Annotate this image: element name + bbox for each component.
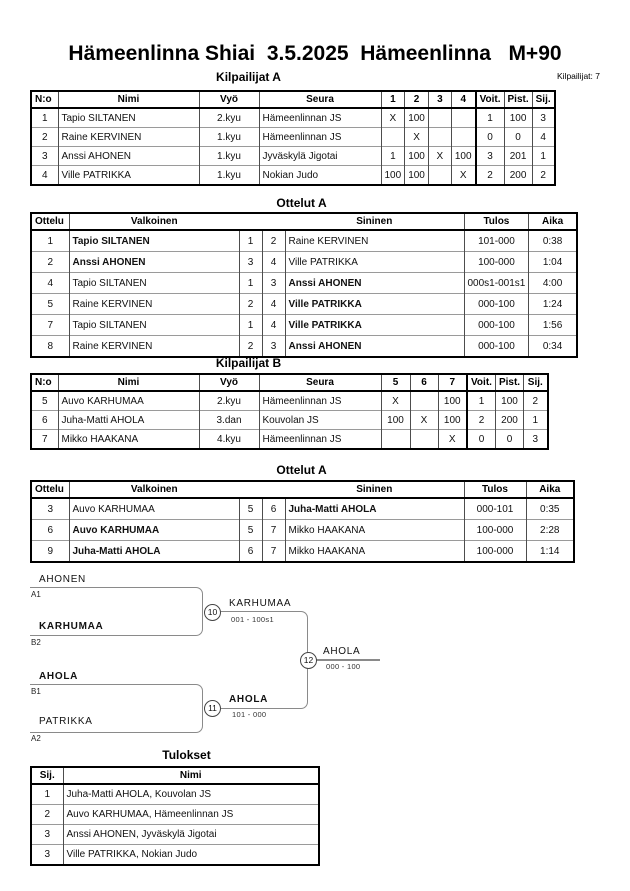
cell-blue-name: Ville PATRIKKA — [285, 315, 464, 336]
cell-aika: 1:04 — [529, 252, 577, 273]
col-header-spacer — [262, 213, 285, 230]
cell-blue-name: Mikko HAAKANA — [285, 520, 464, 541]
cell-voit: 2 — [476, 166, 504, 186]
cell-blue-name: Juha-Matti AHOLA — [285, 498, 464, 520]
cell-aika: 0:38 — [529, 230, 577, 252]
bracket-winner-line — [316, 659, 380, 661]
cell-blue-name: Ville PATRIKKA — [285, 252, 464, 273]
cell-nimi: Raine KERVINEN — [58, 128, 199, 147]
cell-seura: Hämeenlinnan JS — [259, 108, 381, 128]
bracket-slot-tag: A1 — [31, 590, 41, 599]
table-ottelut-b — [30, 480, 575, 563]
col-header-sij: Sij. — [532, 91, 555, 108]
cell-seura: Jyväskylä Jigotai — [259, 147, 381, 166]
cell-score-3: X — [428, 147, 451, 166]
cell-pist: 200 — [504, 166, 532, 186]
cell-score-2: 100 — [405, 166, 429, 186]
col-header-vyo: Vyö — [199, 91, 259, 108]
cell-match-no: 5 — [31, 294, 69, 315]
cell-sij: 1 — [532, 147, 555, 166]
col-header-nimi: Nimi — [58, 91, 199, 108]
cell-seura: Kouvolan JS — [259, 411, 381, 430]
cell-white-name: Juha-Matti AHOLA — [69, 541, 239, 563]
match-row — [31, 273, 577, 294]
cell-nimi: Anssi AHONEN — [58, 147, 199, 166]
cell-score-1: 100 — [381, 166, 405, 186]
cell-score-7: 100 — [438, 391, 467, 411]
bracket-slot-tag: B1 — [31, 687, 41, 696]
cell-voit: 0 — [476, 128, 504, 147]
match-winner-name: AHOLA — [323, 646, 361, 657]
match-number-circle: 11 — [204, 700, 221, 717]
cell-pist: 200 — [495, 411, 523, 430]
cell-sij: 2 — [31, 805, 63, 825]
cell-vyo: 2.kyu — [199, 108, 259, 128]
cell-blue-no: 4 — [262, 315, 285, 336]
cell-nimi: Juha-Matti AHOLA, Kouvolan JS — [63, 784, 319, 805]
table-header-row — [31, 213, 577, 230]
section-heading-ottelut-a: Ottelut A — [276, 196, 327, 210]
cell-vyo: 1.kyu — [199, 128, 259, 147]
cell-nimi: Ville PATRIKKA, Nokian Judo — [63, 845, 319, 866]
bracket-slot-name: KARHUMAA — [39, 621, 104, 632]
cell-blue-no: 3 — [262, 273, 285, 294]
bracket-connector-semi-1 — [30, 587, 203, 636]
table-kilpailijat-a — [30, 90, 556, 186]
result-row — [31, 845, 319, 866]
cell-blue-name: Anssi AHONEN — [285, 336, 464, 358]
match-row — [31, 230, 577, 252]
table-row — [31, 430, 548, 450]
cell-seura: Nokian Judo — [259, 166, 381, 186]
cell-no: 7 — [31, 430, 58, 450]
cell-tulos: 100-000 — [464, 541, 526, 563]
table-row — [31, 108, 555, 128]
cell-blue-name: Anssi AHONEN — [285, 273, 464, 294]
col-header-seura: Seura — [259, 374, 381, 391]
match-score: 101 - 000 — [232, 710, 267, 719]
cell-tulos: 100-000 — [464, 520, 526, 541]
bracket-slot-name: AHOLA — [39, 671, 79, 682]
cell-score-1 — [381, 128, 405, 147]
col-header-spacer — [239, 213, 262, 230]
col-header-spacer — [239, 481, 262, 498]
cell-match-no: 9 — [31, 541, 69, 563]
cell-blue-no: 7 — [262, 520, 285, 541]
match-number-circle: 12 — [300, 652, 317, 669]
bracket-slot-name: AHONEN — [39, 574, 86, 585]
match-score: 001 - 100s1 — [231, 615, 274, 624]
bracket-slot-tag: A2 — [31, 734, 41, 743]
cell-aika: 2:28 — [526, 520, 574, 541]
col-header-sij: Sij. — [524, 374, 548, 391]
cell-white-name: Tapio SILTANEN — [69, 273, 239, 294]
cell-score-2: 100 — [405, 108, 429, 128]
match-row — [31, 336, 577, 358]
col-header-valkoinen: Valkoinen — [69, 213, 239, 230]
result-row — [31, 805, 319, 825]
match-row — [31, 520, 574, 541]
table-ottelut-a — [30, 212, 578, 358]
cell-white-name: Auvo KARHUMAA — [69, 498, 239, 520]
section-heading-ottelut-b: Ottelut A — [276, 463, 327, 477]
cell-nimi: Mikko HAAKANA — [58, 430, 199, 450]
cell-blue-name: Raine KERVINEN — [285, 230, 464, 252]
col-header-no: N:o — [31, 91, 58, 108]
col-header-ottelu: Ottelu — [31, 213, 69, 230]
col-header-vyo: Vyö — [199, 374, 259, 391]
cell-white-no: 1 — [239, 315, 262, 336]
cell-white-name: Tapio SILTANEN — [69, 230, 239, 252]
col-header-pist: Pist. — [504, 91, 532, 108]
col-header-3: 3 — [428, 91, 451, 108]
cell-white-no: 5 — [239, 498, 262, 520]
cell-vyo: 1.kyu — [199, 147, 259, 166]
col-header-sininen: Sininen — [285, 213, 464, 230]
cell-white-name: Raine KERVINEN — [69, 336, 239, 358]
cell-voit: 1 — [476, 108, 504, 128]
cell-white-name: Raine KERVINEN — [69, 294, 239, 315]
cell-pist: 0 — [504, 128, 532, 147]
cell-white-name: Auvo KARHUMAA — [69, 520, 239, 541]
cell-no: 3 — [31, 147, 58, 166]
col-header-5: 5 — [381, 374, 410, 391]
cell-nimi: Auvo KARHUMAA, Hämeenlinnan JS — [63, 805, 319, 825]
col-header-sij: Sij. — [31, 767, 63, 784]
table-row — [31, 166, 555, 186]
cell-aika: 1:24 — [529, 294, 577, 315]
cell-no: 1 — [31, 108, 58, 128]
cell-match-no: 7 — [31, 315, 69, 336]
cell-tulos: 000s1-001s1 — [464, 273, 529, 294]
cell-nimi: Tapio SILTANEN — [58, 108, 199, 128]
col-header-seura: Seura — [259, 91, 381, 108]
cell-blue-no: 4 — [262, 252, 285, 273]
bracket-slot-name: PATRIKKA — [39, 716, 93, 727]
cell-score-4 — [451, 108, 475, 128]
cell-tulos: 000-100 — [464, 315, 529, 336]
match-row — [31, 315, 577, 336]
cell-score-3 — [428, 166, 451, 186]
match-score: 000 - 100 — [326, 662, 361, 671]
match-row — [31, 498, 574, 520]
section-heading-kilpailijat-b: Kilpailijat B — [215, 356, 282, 370]
table-row — [31, 147, 555, 166]
cell-tulos: 000-100 — [464, 336, 529, 358]
cell-tulos: 101-000 — [464, 230, 529, 252]
cell-no: 4 — [31, 166, 58, 186]
cell-score-7: 100 — [438, 411, 467, 430]
cell-score-2: 100 — [405, 147, 429, 166]
cell-voit: 3 — [476, 147, 504, 166]
cell-sij: 3 — [31, 825, 63, 845]
col-header-voit: Voit. — [476, 91, 504, 108]
competitors-count: Kilpailijat: 7 — [557, 71, 600, 81]
cell-pist: 100 — [495, 391, 523, 411]
cell-white-no: 2 — [239, 336, 262, 358]
table-kilpailijat-b — [30, 373, 549, 450]
cell-score-5: X — [381, 391, 410, 411]
col-header-4: 4 — [451, 91, 475, 108]
cell-sij: 1 — [31, 784, 63, 805]
cell-blue-name: Ville PATRIKKA — [285, 294, 464, 315]
col-header-nimi: Nimi — [63, 767, 319, 784]
cell-blue-no: 2 — [262, 230, 285, 252]
cell-sij: 3 — [532, 108, 555, 128]
table-header-row — [31, 767, 319, 784]
match-row — [31, 294, 577, 315]
cell-voit: 0 — [467, 430, 495, 450]
cell-sij: 1 — [524, 411, 548, 430]
cell-score-6: X — [410, 411, 438, 430]
cell-score-5 — [381, 430, 410, 450]
match-winner-name: KARHUMAA — [229, 598, 292, 609]
col-header-ottelu: Ottelu — [31, 481, 69, 498]
match-winner-name: AHOLA — [229, 694, 269, 705]
col-header-valkoinen: Valkoinen — [69, 481, 239, 498]
cell-vyo: 3.dan — [199, 411, 259, 430]
cell-sij: 2 — [532, 166, 555, 186]
cell-blue-no: 6 — [262, 498, 285, 520]
cell-aika: 4:00 — [529, 273, 577, 294]
cell-aika: 0:34 — [529, 336, 577, 358]
cell-match-no: 4 — [31, 273, 69, 294]
cell-match-no: 6 — [31, 520, 69, 541]
cell-vyo: 4.kyu — [199, 430, 259, 450]
cell-white-name: Tapio SILTANEN — [69, 315, 239, 336]
cell-no: 2 — [31, 128, 58, 147]
cell-no: 6 — [31, 411, 58, 430]
cell-nimi: Auvo KARHUMAA — [58, 391, 199, 411]
cell-pist: 201 — [504, 147, 532, 166]
col-header-tulos: Tulos — [464, 481, 526, 498]
cell-white-no: 6 — [239, 541, 262, 563]
cell-tulos: 000-101 — [464, 498, 526, 520]
match-row — [31, 252, 577, 273]
cell-match-no: 3 — [31, 498, 69, 520]
cell-seura: Hämeenlinnan JS — [259, 128, 381, 147]
cell-score-4: 100 — [451, 147, 475, 166]
cell-match-no: 2 — [31, 252, 69, 273]
table-header-row — [31, 374, 548, 391]
match-row — [31, 541, 574, 563]
cell-nimi: Anssi AHONEN, Jyväskylä Jigotai — [63, 825, 319, 845]
cell-sij: 3 — [31, 845, 63, 866]
col-header-voit: Voit. — [467, 374, 495, 391]
cell-pist: 0 — [495, 430, 523, 450]
cell-blue-no: 3 — [262, 336, 285, 358]
cell-score-2: X — [405, 128, 429, 147]
cell-seura: Hämeenlinnan JS — [259, 430, 381, 450]
bracket-slot-tag: B2 — [31, 638, 41, 647]
col-header-tulos: Tulos — [464, 213, 529, 230]
cell-score-5: 100 — [381, 411, 410, 430]
cell-white-no: 1 — [239, 273, 262, 294]
cell-white-no: 5 — [239, 520, 262, 541]
table-header-row — [31, 481, 574, 498]
match-number-circle: 10 — [204, 604, 221, 621]
cell-white-no: 2 — [239, 294, 262, 315]
page-title: Hämeenlinna Shiai 3.5.2025 Hämeenlinna M+90 — [68, 42, 562, 65]
cell-white-no: 1 — [239, 230, 262, 252]
cell-aika: 1:14 — [526, 541, 574, 563]
cell-aika: 0:35 — [526, 498, 574, 520]
cell-sij: 4 — [532, 128, 555, 147]
result-row — [31, 825, 319, 845]
col-header-aika: Aika — [529, 213, 577, 230]
result-row — [31, 784, 319, 805]
col-header-no: N:o — [31, 374, 58, 391]
cell-vyo: 1.kyu — [199, 166, 259, 186]
col-header-sininen: Sininen — [285, 481, 464, 498]
cell-score-4: X — [451, 166, 475, 186]
cell-seura: Hämeenlinnan JS — [259, 391, 381, 411]
cell-nimi: Juha-Matti AHOLA — [58, 411, 199, 430]
cell-score-4 — [451, 128, 475, 147]
col-header-6: 6 — [410, 374, 438, 391]
section-heading-tulokset: Tulokset — [162, 748, 211, 762]
cell-score-6 — [410, 430, 438, 450]
col-header-aika: Aika — [526, 481, 574, 498]
col-header-spacer — [262, 481, 285, 498]
table-tulokset — [30, 766, 320, 866]
cell-score-1: X — [381, 108, 405, 128]
cell-voit: 1 — [467, 391, 495, 411]
table-row — [31, 128, 555, 147]
cell-blue-no: 7 — [262, 541, 285, 563]
cell-blue-no: 4 — [262, 294, 285, 315]
cell-pist: 100 — [504, 108, 532, 128]
table-row — [31, 391, 548, 411]
cell-nimi: Ville PATRIKKA — [58, 166, 199, 186]
cell-match-no: 8 — [31, 336, 69, 358]
cell-tulos: 000-100 — [464, 294, 529, 315]
cell-score-1: 1 — [381, 147, 405, 166]
cell-score-7: X — [438, 430, 467, 450]
col-header-7: 7 — [438, 374, 467, 391]
col-header-1: 1 — [381, 91, 405, 108]
bracket-connector-semi-2 — [30, 684, 203, 733]
table-header-row — [31, 91, 555, 108]
cell-score-3 — [428, 128, 451, 147]
section-heading-kilpailijat-a: Kilpailijat A — [216, 70, 281, 84]
col-header-nimi: Nimi — [58, 374, 199, 391]
col-header-pist: Pist. — [495, 374, 523, 391]
cell-white-name: Anssi AHONEN — [69, 252, 239, 273]
cell-sij: 3 — [524, 430, 548, 450]
cell-tulos: 100-000 — [464, 252, 529, 273]
cell-no: 5 — [31, 391, 58, 411]
cell-blue-name: Mikko HAAKANA — [285, 541, 464, 563]
cell-aika: 1:56 — [529, 315, 577, 336]
col-header-2: 2 — [405, 91, 429, 108]
cell-score-3 — [428, 108, 451, 128]
cell-match-no: 1 — [31, 230, 69, 252]
cell-voit: 2 — [467, 411, 495, 430]
cell-vyo: 2.kyu — [199, 391, 259, 411]
cell-white-no: 3 — [239, 252, 262, 273]
cell-sij: 2 — [524, 391, 548, 411]
cell-score-6 — [410, 391, 438, 411]
table-row — [31, 411, 548, 430]
